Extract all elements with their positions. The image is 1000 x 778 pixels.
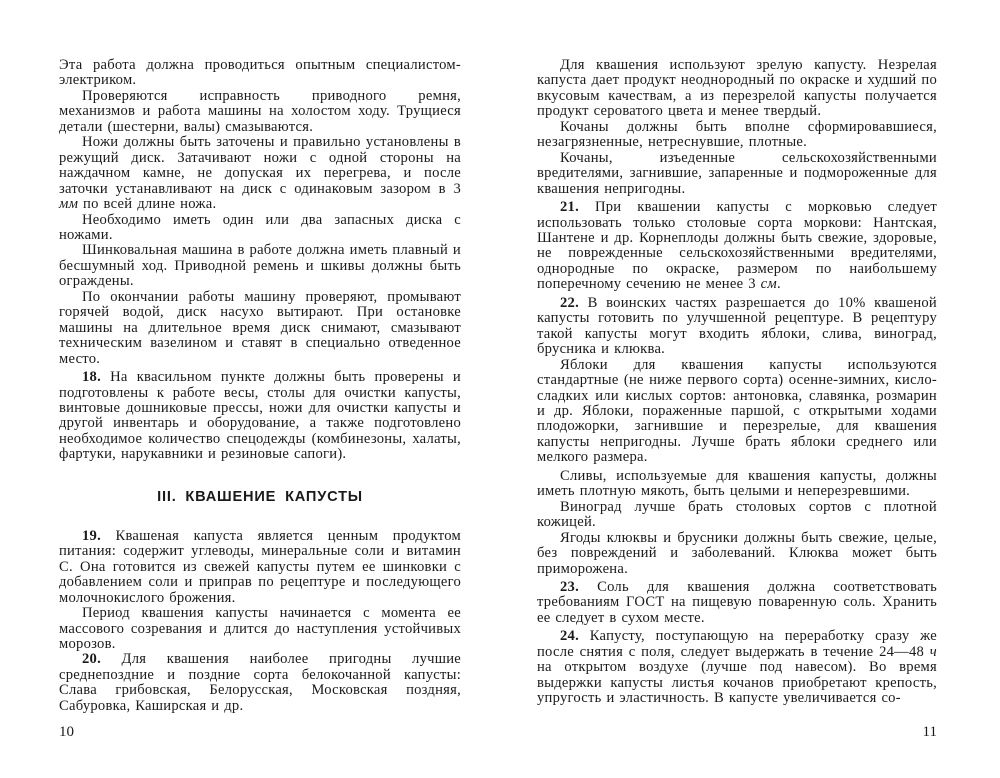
left-page-text	[59, 58, 461, 714]
unit-text: см	[760, 276, 777, 293]
numbered-paragraph-24: 24. Капусту, поступающую на переработку сразу же после снятия с поля, следует выдержать в течение 24—48 ч на открытом воздухе (лучше под навесом). Во время выдержки капусты листья кочанов приобретают крепость, упругость и эластичность. В капусте увеличивается со-	[537, 628, 938, 707]
unit-text: мм	[59, 196, 79, 213]
paragraph: Эта работа должна проводиться опытным специалистом-электриком.	[59, 57, 461, 89]
paragraph: По окончании работы машину проверяют, промывают горячей водой, диск насухо вытирают. При остановке машины на длительное время диск снимают, смазывают техническим вазелином и ставят в специально отведенное место.	[59, 288, 461, 367]
numbered-paragraph-23: 23. Соль для квашения должна соответствовать требованиям ГОСТ на пищевую поваренную соль. Хранить ее следует в сухом месте.	[537, 578, 937, 626]
paragraph-number: 20.	[82, 651, 101, 668]
unit-text: ч	[929, 643, 937, 660]
numbered-paragraph-22: 22. В воинских частях разрешается до 10% квашеной капусты готовить по улучшенной рецептуре. В рецептуру такой капусты могут входить яблоки, слива, виноград, брусника и клюква.	[537, 294, 937, 358]
paragraph: Кочаны должны быть вполне сформировавшиеся, незагрязненные, нетреснувшие, плотные.	[537, 118, 937, 151]
paragraph: Период квашения капусты начинается с момента ее массового созревания и длится до наступления устойчивых морозов.	[59, 605, 461, 652]
paragraph: Виноград лучше брать столовых сортов с плотной кожицей.	[537, 498, 937, 531]
paragraph-number: 23.	[560, 578, 579, 595]
paragraph: Шинковальная машина в работе должна иметь плавный и бесшумный ход. Приводной ремень и шкивы должны быть ограждены.	[59, 242, 461, 290]
numbered-paragraph-21: 21. При квашении капусты с морковью следует использовать только столовые сорта моркови: Нантская, Шантене и др. Корнеплоды должны быть свежие, здоровые, не поврежденные сельскохозяйственными вредителями, однородные по окраске, размером по наибольшему поперечному сечению не менее 3 см.	[537, 199, 937, 293]
paragraph-number: 19.	[82, 527, 101, 544]
right-page-text	[537, 58, 937, 707]
numbered-paragraph-18: 18. На квасильном пункте должны быть проверены и подготовлены к работе весы, столы для очистки капусты, винтовые дошниковые прессы, ножи для очистки капусты и другой инвентарь и оборудование, а также подготовлено необходимое количество спецодежды (комбинезоны, халаты, фартуки, нарукавники и резиновые сапоги).	[59, 369, 461, 463]
page-number: 11	[922, 724, 937, 740]
paragraph: Необходимо иметь один или два запасных диска с ножами.	[59, 211, 461, 243]
right-page	[537, 0, 937, 778]
left-page	[59, 0, 461, 778]
paragraph: Сливы, используемые для квашения капусты, должны иметь плотную мякоть, быть целыми и неперезревшими.	[537, 467, 937, 500]
paragraph-number: 22.	[560, 294, 579, 311]
paragraph-number: 21.	[560, 199, 579, 216]
section-heading: III. КВАШЕНИЕ КАПУСТЫ	[157, 488, 363, 505]
page-number: 10	[59, 724, 74, 740]
paragraph: Яблоки для квашения капусты используются стандартные (не ниже первого сорта) осенне-зимних, кисло-сладких или кислых сортов: антоновка, славянка, розмарин и др. Яблоки, пораженные паршой, с открытыми ходами плодожорки, загнившие и перезрелые, для квашения капусты непригодны. Лучше брать яблоки среднего или мелкого размера.	[537, 356, 937, 466]
paragraph: Ягоды клюквы и брусники должны быть свежие, целые, без повреждений и заболеваний. Клюква может быть приморожена.	[537, 529, 937, 577]
paragraph-number: 24.	[560, 628, 579, 645]
paragraph: Кочаны, изъеденные сельскохозяйственными вредителями, загнившие, запаренные и подмороженные для квашения непригодны.	[537, 149, 937, 197]
paragraph: Проверяются исправность приводного ремня, механизмов и работа машины на холостом ходу. Трущиеся детали (шестерни, валы) смазываются.	[59, 87, 461, 135]
numbered-paragraph-19: 19. Квашеная капуста является ценным продуктом питания: содержит углеводы, минеральные соли и витамин С. Она готовится из свежей капусты путем ее шинковки с добавлением соли и приправ по рецептуре и последующего молочнокислого брожения.	[59, 527, 461, 606]
paragraph-number: 18.	[82, 369, 101, 386]
paragraph: Для квашения используют зрелую капусту. Незрелая капуста дает продукт неоднородный по окраске и худший по вкусовым качествам, а из перезрелой капусты получается продукт сероватого цвета и менее твердый.	[537, 57, 937, 120]
numbered-paragraph-20: 20. Для квашения наиболее пригодны лучшие среднепоздние и поздние сорта белокочанной капусты: Слава грибовская, Белорусская, Московская поздняя, Сабуровка, Каширская и др.	[59, 651, 461, 714]
paragraph: Ножи должны быть заточены и правильно установлены в режущий диск. Затачивают ножи с одной стороны на наждачном камне, не допуская их перегрева, и после заточки устанавливают на диск с одинаковым зазором в 3 мм по всей длине ножа.	[59, 134, 461, 213]
